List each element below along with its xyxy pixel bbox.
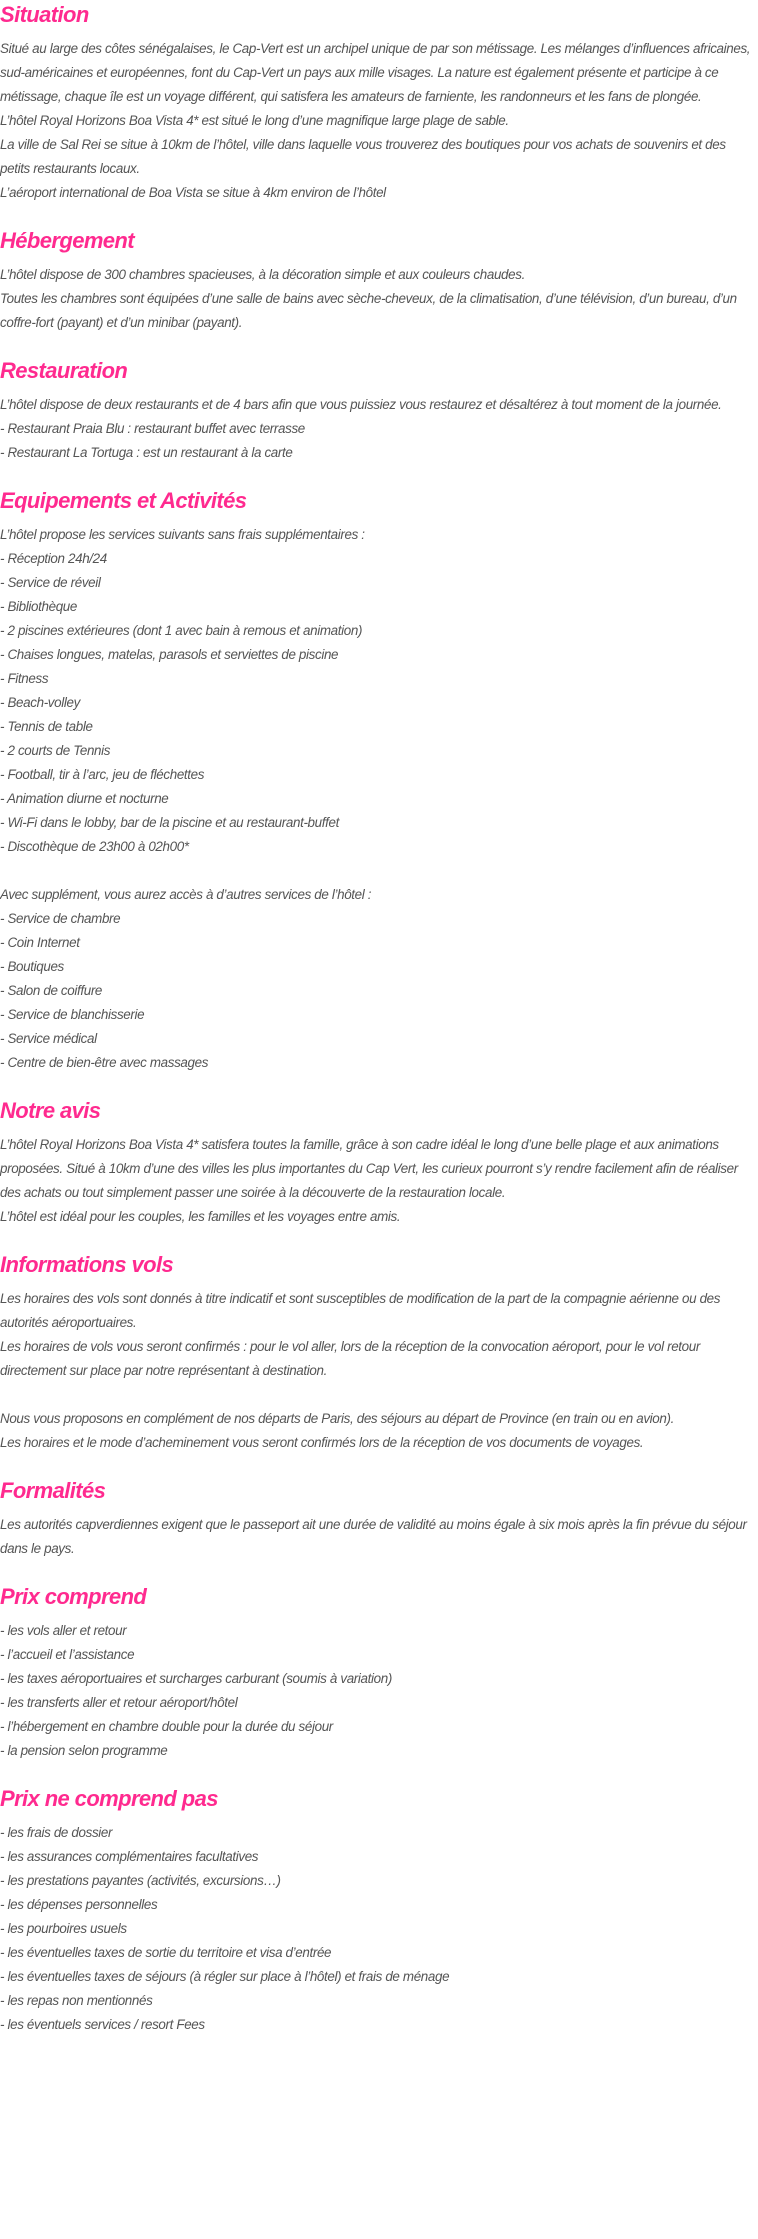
list-item: - Salon de coiffure	[0, 983, 103, 998]
list-item: - Réception 24h/24	[0, 551, 107, 566]
list-item: - Restaurant La Tortuga : est un restaurant à la carte	[0, 445, 293, 460]
list-item: - les éventuelles taxes de séjours (à régler sur place à l’hôtel) et frais de ménage	[0, 1969, 450, 1984]
list-item: - les assurances complémentaires facultatives	[0, 1849, 259, 1864]
list-item: - Service de blanchisserie	[0, 1007, 145, 1022]
paragraph: Avec supplément, vous aurez accès à d’autres services de l’hôtel :	[0, 887, 372, 902]
paragraph: Situé au large des côtes sénégalaises, le Cap-Vert est un archipel unique de par son métissage. Les mélanges d’influences africaines, sud-américaines et européennes, font du Cap-Vert un pays aux mille visages. La nature est également présente et participe à ce métissage, chaque île est un voyage différent, qui satisfera les amateurs de farniente, les randonneurs et les fans de plongée.	[0, 41, 751, 104]
list-item: - les prestations payantes (activités, excursions…)	[0, 1873, 281, 1888]
list-item: - Beach-volley	[0, 695, 80, 710]
section-notre-avis	[0, 1097, 758, 1229]
list-item: - Centre de bien-être avec massages	[0, 1055, 209, 1070]
paragraph: Nous vous proposons en complément de nos départs de Paris, des séjours au départ de Province (en train ou en avion).	[0, 1411, 674, 1426]
list-item: - Restaurant Praia Blu : restaurant buffet avec terrasse	[0, 421, 305, 436]
list-item: - 2 courts de Tennis	[0, 743, 111, 758]
list-item: - les repas non mentionnés	[0, 1993, 153, 2008]
list-item: - l’accueil et l’assistance	[0, 1647, 135, 1662]
spacer	[0, 859, 758, 883]
list-item: - Service de réveil	[0, 575, 101, 590]
hotel-description	[0, 1, 758, 2037]
paragraph: L’hôtel est idéal pour les couples, les familles et les voyages entre amis.	[0, 1209, 401, 1224]
paragraph: Les horaires de vols vous seront confirmés : pour le vol aller, lors de la réception de la convocation aéroport, pour le vol retour directement sur place par notre représentant à destination.	[0, 1339, 700, 1378]
section-title: Prix comprend	[0, 1584, 147, 1609]
section-title: Prix ne comprend pas	[0, 1786, 218, 1811]
list-item: - les frais de dossier	[0, 1825, 113, 1840]
paragraph: Les horaires et le mode d’acheminement vous seront confirmés lors de la réception de vos documents de voyages.	[0, 1435, 644, 1450]
paragraph: L’hôtel Royal Horizons Boa Vista 4* satisfera toutes la famille, grâce à son cadre idéal le long d’une belle plage et aux animations proposées. Situé à 10km d’une des villes les plus importantes du Cap Vert, les curieux pourront s’y rendre facilement afin de réaliser des achats ou tout simplement passer une soirée à la découverte de la restauration locale.	[0, 1137, 738, 1200]
section-hebergement	[0, 227, 758, 335]
list-item: - Football, tir à l’arc, jeu de fléchettes	[0, 767, 205, 782]
list-item: - les pourboires usuels	[0, 1921, 127, 1936]
paragraph: L’aéroport international de Boa Vista se situe à 4km environ de l’hôtel	[0, 185, 386, 200]
section-title: Restauration	[0, 358, 128, 383]
paragraph: L’hôtel propose les services suivants sans frais supplémentaires :	[0, 527, 365, 542]
list-item: - Fitness	[0, 671, 49, 686]
list-item: - Service médical	[0, 1031, 97, 1046]
list-item: - Animation diurne et nocturne	[0, 791, 169, 806]
paragraph: L’hôtel dispose de 300 chambres spacieuses, à la décoration simple et aux couleurs chaudes.	[0, 267, 525, 282]
paragraph: La ville de Sal Rei se situe à 10km de l’hôtel, ville dans laquelle vous trouverez des boutiques pour vos achats de souvenirs et des petits restaurants locaux.	[0, 137, 726, 176]
section-title: Situation	[0, 2, 89, 27]
list-item: - les éventuelles taxes de sortie du territoire et visa d’entrée	[0, 1945, 332, 1960]
section-formalites	[0, 1477, 758, 1561]
list-item: - 2 piscines extérieures (dont 1 avec bain à remous et animation)	[0, 623, 363, 638]
list-item: - les taxes aéroportuaires et surcharges carburant (soumis à variation)	[0, 1671, 392, 1686]
list-item: - Bibliothèque	[0, 599, 77, 614]
paragraph: Toutes les chambres sont équipées d’une salle de bains avec sèche-cheveux, de la climatisation, d’une télévision, d’un bureau, d’un coffre-fort (payant) et d’un minibar (payant).	[0, 291, 737, 330]
list-item: - la pension selon programme	[0, 1743, 168, 1758]
paragraph: Les autorités capverdiennes exigent que le passeport ait une durée de validité au moins égale à six mois après la fin prévue du séjour dans le pays.	[0, 1517, 747, 1556]
list-item: - Coin Internet	[0, 935, 80, 950]
section-title: Hébergement	[0, 228, 134, 253]
section-restauration	[0, 357, 758, 465]
list-item: - les dépenses personnelles	[0, 1897, 158, 1912]
list-item: - Tennis de table	[0, 719, 93, 734]
paragraph: L’hôtel Royal Horizons Boa Vista 4* est situé le long d’une magnifique large plage de sable.	[0, 113, 509, 128]
section-situation	[0, 1, 758, 205]
list-item: - Wi-Fi dans le lobby, bar de la piscine et au restaurant-buffet	[0, 815, 339, 830]
section-title: Formalités	[0, 1478, 106, 1503]
section-prix-comprend	[0, 1583, 758, 1763]
paragraph: Les horaires des vols sont donnés à titre indicatif et sont susceptibles de modification de la part de la compagnie aérienne ou des autorités aéroportuaires.	[0, 1291, 721, 1330]
list-item: - Discothèque de 23h00 à 02h00*	[0, 839, 189, 854]
list-item: - Boutiques	[0, 959, 64, 974]
list-item: - les transferts aller et retour aéroport/hôtel	[0, 1695, 238, 1710]
section-equipements-et-activites	[0, 487, 758, 1075]
list-item: - l’hébergement en chambre double pour la durée du séjour	[0, 1719, 333, 1734]
list-item: - les vols aller et retour	[0, 1623, 127, 1638]
section-title: Informations vols	[0, 1252, 174, 1277]
spacer	[0, 1383, 758, 1407]
paragraph: L’hôtel dispose de deux restaurants et de 4 bars afin que vous puissiez vous restaurez et désaltérez à tout moment de la journée.	[0, 397, 722, 412]
section-prix-ne-comprend-pas	[0, 1785, 758, 2037]
section-informations-vols	[0, 1251, 758, 1455]
section-title: Equipements et Activités	[0, 488, 247, 513]
list-item: - Service de chambre	[0, 911, 121, 926]
list-item: - Chaises longues, matelas, parasols et serviettes de piscine	[0, 647, 339, 662]
list-item: - les éventuels services / resort Fees	[0, 2017, 205, 2032]
section-title: Notre avis	[0, 1098, 101, 1123]
